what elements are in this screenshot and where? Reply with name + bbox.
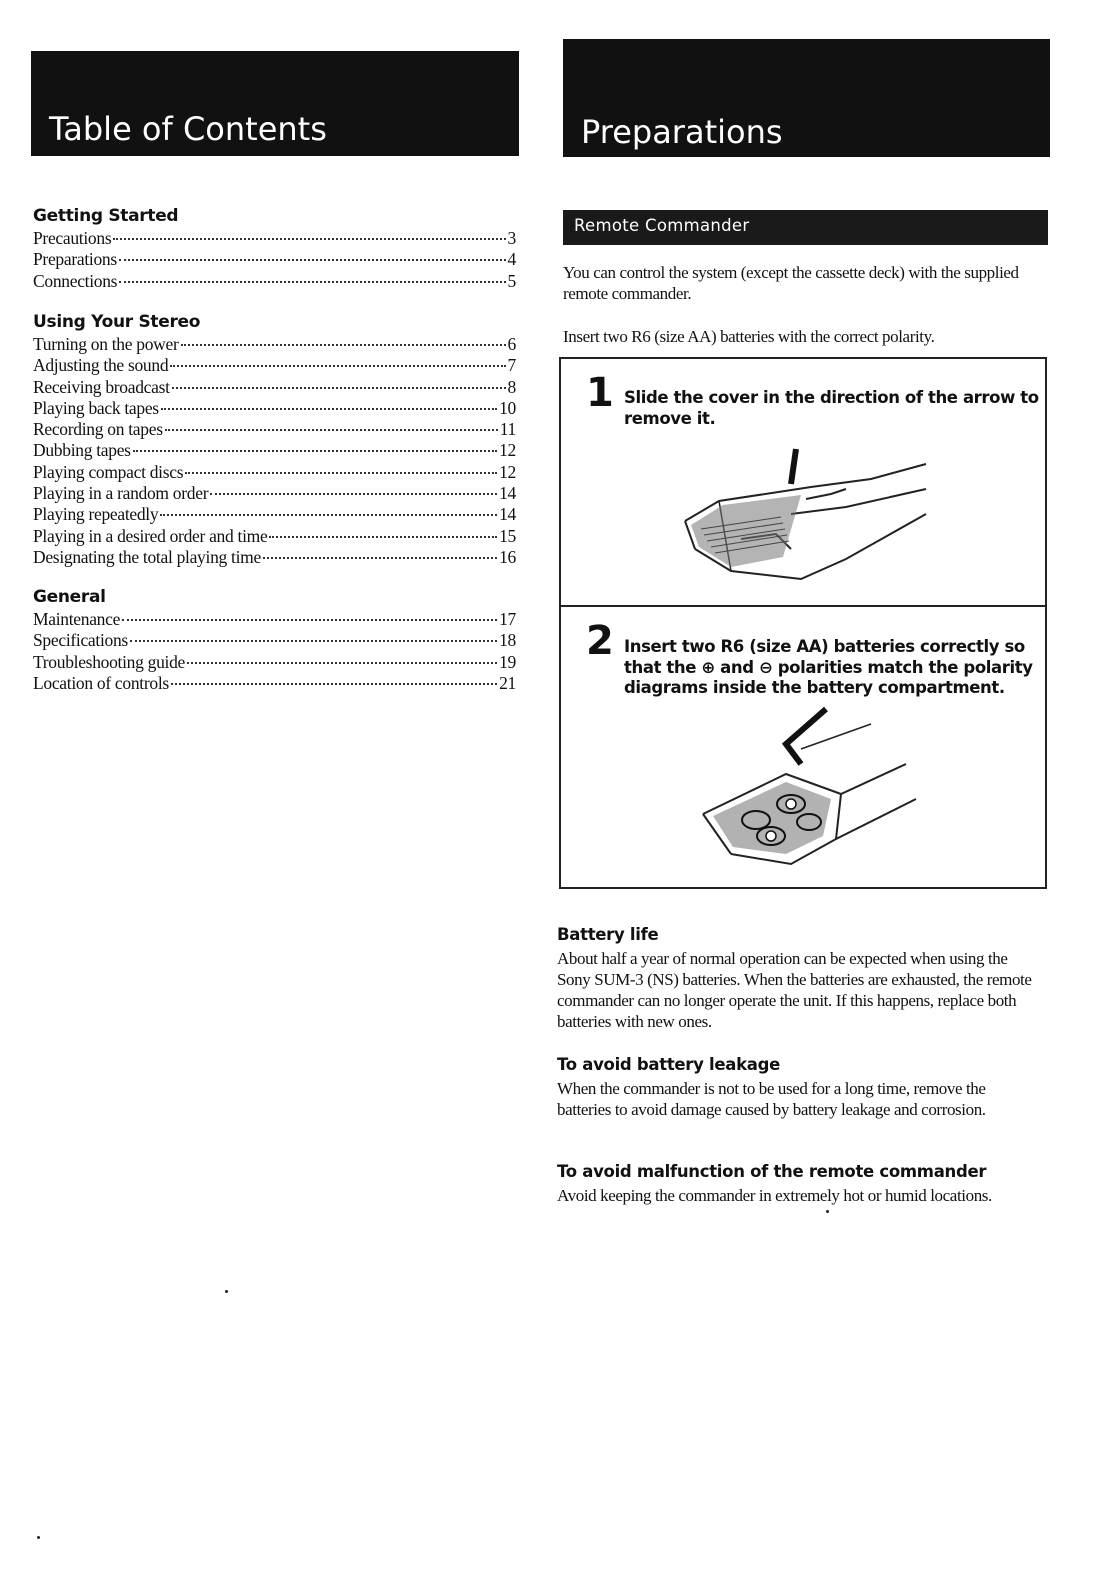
toc-entry-page: 5: [507, 270, 516, 291]
toc-entry-label: Playing in a desired order and time: [33, 525, 268, 546]
toc-entry-label: Location of controls: [33, 672, 169, 693]
step-divider: [561, 605, 1045, 607]
remote-commander-heading: Remote Commander: [574, 216, 750, 235]
toc-section-heading: Getting Started: [33, 206, 179, 226]
toc-entry[interactable]: [33, 547, 516, 568]
insert-batteries-paragraph: Insert two R6 (size AA) batteries with the correct polarity.: [563, 327, 935, 346]
toc-leader: [165, 429, 498, 431]
toc-leader: [171, 683, 497, 685]
toc-entry[interactable]: [33, 377, 516, 398]
toc-entry-label: Specifications: [33, 630, 128, 651]
toc-leader: [181, 344, 506, 346]
toc-leader: [133, 450, 497, 452]
toc-entry-page: 14: [499, 483, 516, 504]
toc-entry-page: 17: [499, 609, 516, 629]
battery-compartment-illustration: [691, 704, 936, 874]
toc-section-heading: Using Your Stereo: [33, 312, 201, 332]
toc-entry-label: Turning on the power: [33, 334, 179, 354]
steps-box: [559, 357, 1047, 889]
toc-entry-label: Recording on tapes: [33, 419, 163, 440]
toc-leader: [160, 514, 497, 516]
toc-entry-label: Maintenance: [33, 609, 121, 629]
battery-life-body: About half a year of normal operation can be expected when using the Sony SUM-3 (NS) batteries. When the batteries are exhausted, the remote commander can no longer operate the unit. If this happens, replace both batteries with new ones.: [557, 949, 1032, 1031]
toc-leader: [185, 472, 497, 474]
toc-entry-page: 7: [507, 355, 516, 376]
toc-list-getting-started: [33, 228, 516, 292]
toc-entry[interactable]: [33, 271, 516, 292]
step-1-text: Slide the cover in the direction of the arrow to remove it.: [624, 388, 1039, 428]
toc-entry-page: 3: [507, 228, 516, 248]
toc-entry[interactable]: [33, 630, 516, 651]
toc-entry-label: Preparations: [33, 249, 117, 270]
toc-entry-page: 12: [499, 440, 516, 461]
toc-entry-label: Adjusting the sound: [33, 355, 169, 376]
remote-commander-section-bar: [563, 210, 1048, 245]
toc-leader: [269, 536, 497, 538]
toc-entry[interactable]: [33, 652, 516, 673]
scan-speck: [225, 1290, 228, 1293]
toc-entry-page: 11: [499, 419, 516, 440]
toc-leader: [122, 619, 497, 621]
toc-leader: [119, 259, 506, 261]
toc-entry[interactable]: [33, 609, 516, 630]
malfunction-body: Avoid keeping the commander in extremely hot or humid locations.: [557, 1186, 992, 1205]
toc-entry-label: Designating the total playing time: [33, 546, 261, 567]
toc-entry[interactable]: [33, 249, 516, 270]
toc-entry-page: 10: [499, 397, 516, 418]
toc-entry[interactable]: [33, 355, 516, 376]
preparations-title: Preparations: [581, 113, 783, 151]
toc-entry[interactable]: [33, 483, 516, 504]
toc-leader: [210, 493, 497, 495]
toc-entry[interactable]: [33, 440, 516, 461]
toc-leader: [172, 387, 506, 389]
toc-leader: [113, 238, 505, 240]
step-2-text: Insert two R6 (size AA) batteries correctly so that the ⊕ and ⊖ polarities match the polarity diagrams inside the battery compartment.: [624, 637, 1033, 697]
toc-entry-label: Playing compact discs: [33, 461, 184, 482]
leakage-heading: To avoid battery leakage: [557, 1055, 781, 1074]
toc-entry-page: 16: [499, 546, 516, 567]
toc-entry-page: 15: [499, 525, 516, 546]
toc-leader: [187, 662, 497, 664]
toc-entry-label: Connections: [33, 270, 118, 291]
toc-list-general: [33, 609, 516, 694]
toc-entry-page: 21: [499, 672, 516, 693]
toc-entry[interactable]: [33, 673, 516, 694]
step-1-number: 1: [586, 370, 614, 416]
toc-entry-page: 4: [507, 249, 516, 270]
toc-entry[interactable]: [33, 526, 516, 547]
toc-entry-label: Playing back tapes: [33, 397, 159, 418]
toc-section-heading: General: [33, 587, 106, 607]
toc-entry[interactable]: [33, 462, 516, 483]
leakage-body: When the commander is not to be used for a long time, remove the batteries to avoid damage caused by battery leakage and corrosion.: [557, 1079, 986, 1119]
toc-entry[interactable]: [33, 419, 516, 440]
toc-entry[interactable]: [33, 398, 516, 419]
malfunction-heading: To avoid malfunction of the remote commander: [557, 1162, 987, 1181]
toc-entry-label: Receiving broadcast: [33, 376, 170, 397]
scan-speck: [37, 1536, 40, 1539]
toc-leader: [263, 557, 497, 559]
toc-entry-label: Playing repeatedly: [33, 504, 159, 525]
toc-list-using-your-stereo: [33, 334, 516, 568]
toc-entry-label: Dubbing tapes: [33, 440, 131, 461]
toc-entry[interactable]: [33, 228, 516, 249]
intro-paragraph: You can control the system (except the cassette deck) with the supplied remote commander.: [563, 263, 1019, 303]
scan-speck: [826, 1210, 829, 1213]
remote-cover-illustration: [671, 439, 941, 584]
toc-title: Table of Contents: [49, 110, 327, 148]
toc-entry-page: 6: [507, 334, 516, 354]
toc-entry-page: 12: [499, 461, 516, 482]
toc-entry-label: Playing in a random order: [33, 483, 209, 504]
toc-leader: [130, 640, 497, 642]
toc-entry-page: 18: [499, 630, 516, 651]
toc-entry[interactable]: [33, 504, 516, 525]
toc-leader: [161, 408, 497, 410]
toc-entry[interactable]: [33, 334, 516, 355]
preparations-banner: [563, 39, 1050, 157]
toc-entry-page: 8: [507, 376, 516, 397]
battery-life-heading: Battery life: [557, 925, 659, 944]
toc-entry-page: 19: [499, 651, 516, 672]
toc-entry-label: Precautions: [33, 228, 112, 248]
toc-entry-label: Troubleshooting guide: [33, 651, 186, 672]
toc-leader: [119, 281, 505, 283]
toc-entry-page: 14: [499, 504, 516, 525]
toc-banner: [31, 51, 519, 156]
toc-leader: [170, 365, 505, 367]
step-2-number: 2: [586, 618, 614, 664]
